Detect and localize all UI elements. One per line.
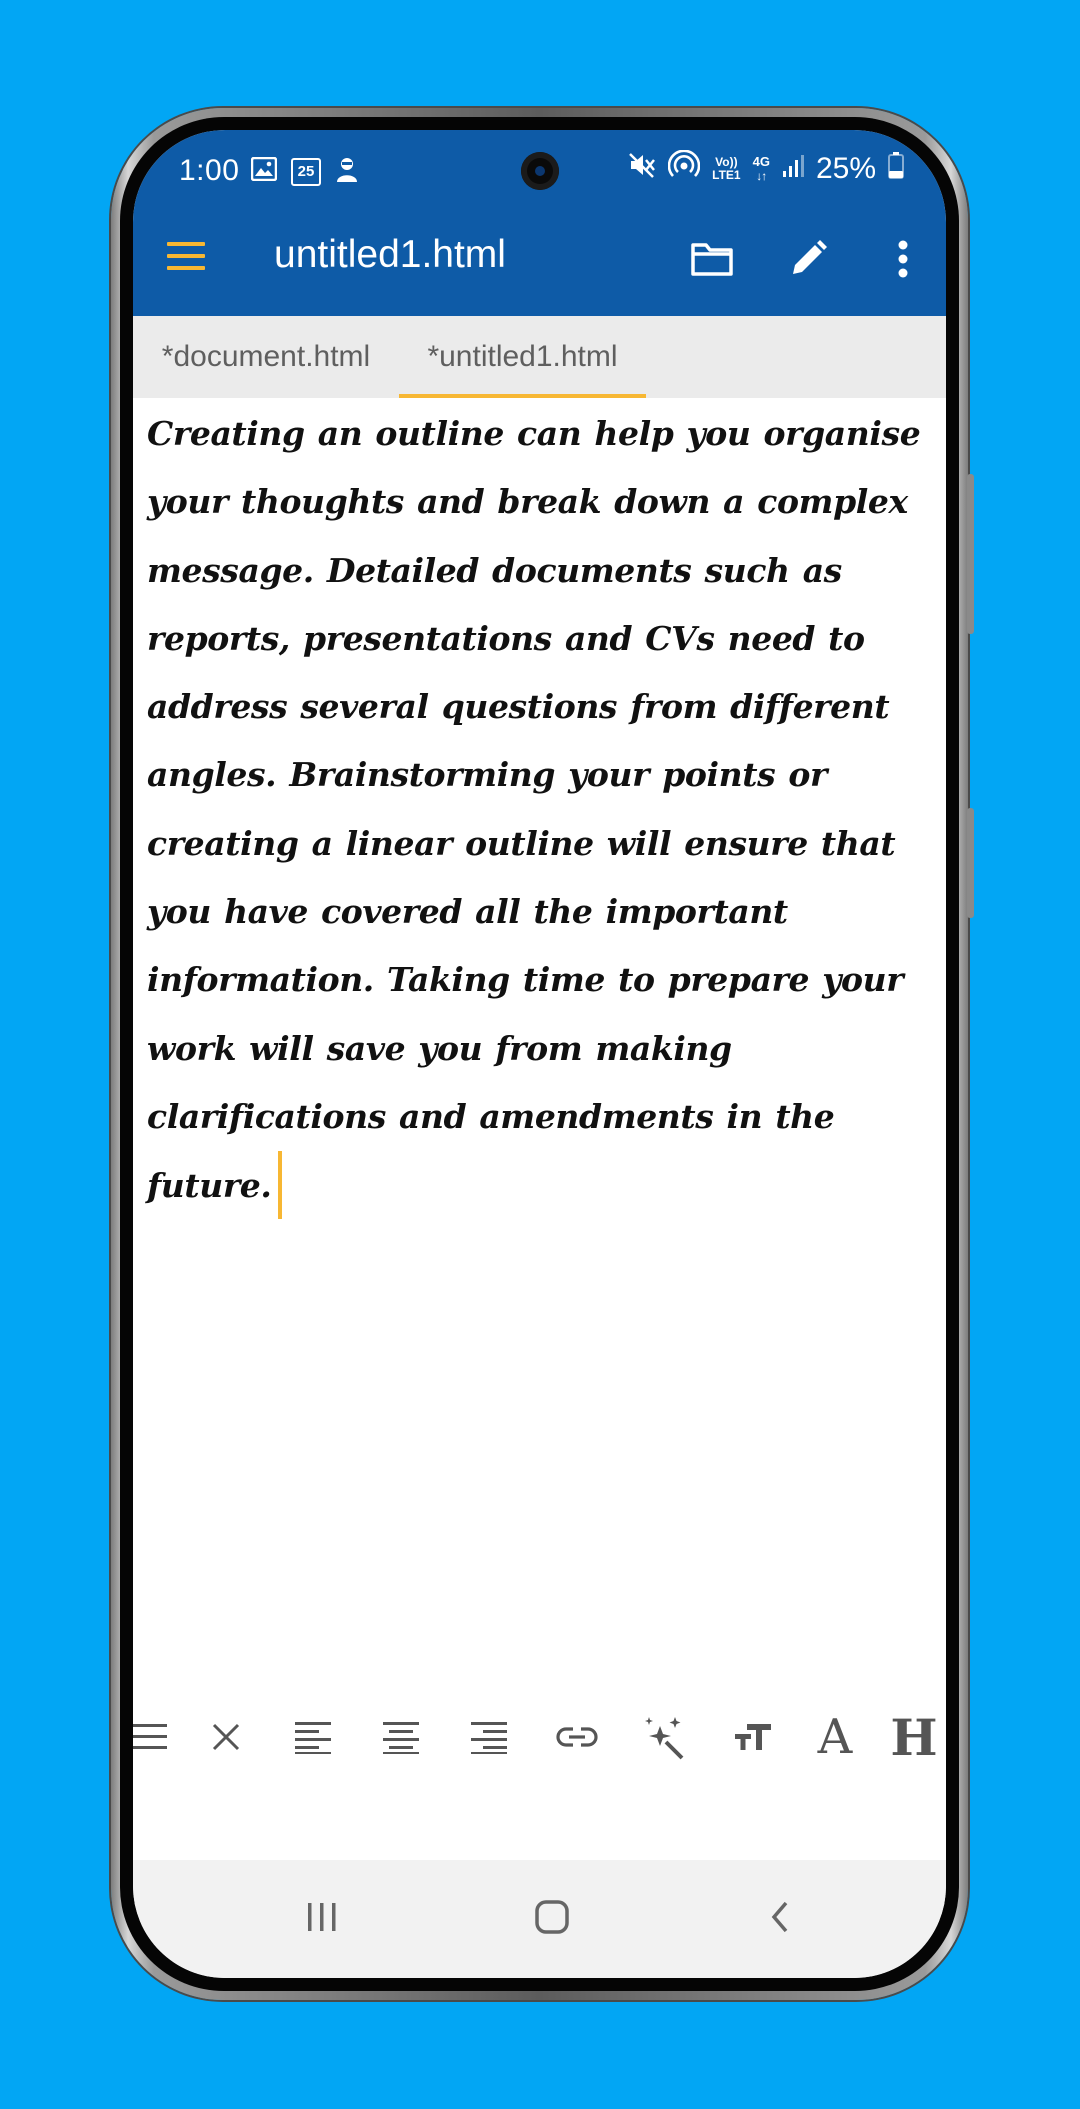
status-time: 1:00 bbox=[179, 154, 240, 187]
font-glyph: A bbox=[817, 1709, 853, 1765]
status-system-icons bbox=[628, 150, 904, 188]
calendar-icon bbox=[291, 158, 321, 186]
align-center-icon[interactable] bbox=[371, 1707, 431, 1767]
signal-icon bbox=[782, 152, 804, 186]
screen bbox=[133, 130, 946, 1978]
editor-content: Creating an outline can help you organise your thoughts and break down a complex message. Detailed documents such as reports, presentations and CVs need to address several questions from different angles. Brainstorming your points or creating a linear outline will ensure that you have covered all the important information. Taking time to prepare your work will save you from making clarifications and amendments in the future. bbox=[147, 414, 921, 1206]
volte-label-top: Vo)) bbox=[715, 155, 738, 169]
network-label: 4G bbox=[752, 154, 770, 169]
align-left-icon[interactable] bbox=[283, 1707, 343, 1767]
navigation-bar bbox=[133, 1860, 946, 1978]
editor-text-area[interactable] bbox=[147, 400, 931, 1206]
list-icon[interactable] bbox=[133, 1707, 181, 1767]
tab-untitled1-html[interactable] bbox=[399, 316, 646, 398]
file-tab-bar bbox=[133, 316, 946, 398]
recent-apps-icon[interactable] bbox=[287, 1882, 357, 1952]
status-notification-icons bbox=[251, 156, 359, 187]
battery-icon bbox=[888, 151, 904, 187]
hamburger-menu-icon[interactable] bbox=[167, 239, 205, 279]
image-icon bbox=[251, 157, 277, 186]
front-camera bbox=[521, 152, 559, 190]
heading-icon[interactable] bbox=[884, 1707, 944, 1767]
app-bar bbox=[133, 203, 946, 316]
more-vertical-icon[interactable] bbox=[875, 231, 931, 287]
heading-glyph: H bbox=[890, 1707, 938, 1767]
volte-label-bottom: LTE1 bbox=[712, 168, 741, 182]
back-icon[interactable] bbox=[745, 1882, 815, 1952]
app-title: untitled1.html bbox=[274, 233, 506, 276]
align-right-icon[interactable] bbox=[459, 1707, 519, 1767]
format-toolbar bbox=[133, 1693, 946, 1779]
text-cursor bbox=[278, 1151, 282, 1219]
tab-label: *untitled1.html bbox=[427, 340, 618, 373]
phone-frame bbox=[111, 108, 968, 2000]
edit-icon[interactable] bbox=[780, 231, 836, 287]
folder-icon[interactable] bbox=[684, 231, 740, 287]
side-button bbox=[967, 808, 974, 918]
home-icon[interactable] bbox=[517, 1882, 587, 1952]
status-bar bbox=[133, 130, 946, 203]
text-size-icon[interactable] bbox=[723, 1707, 783, 1767]
link-icon[interactable] bbox=[547, 1707, 607, 1767]
magic-icon[interactable] bbox=[635, 1707, 695, 1767]
mute-icon bbox=[628, 151, 656, 187]
tab-document-html[interactable] bbox=[133, 316, 399, 398]
hotspot-icon bbox=[668, 150, 700, 188]
side-button bbox=[967, 474, 974, 634]
battery-text: 25% bbox=[815, 152, 876, 185]
volte-icon bbox=[712, 156, 740, 182]
person-icon bbox=[335, 156, 359, 187]
clear-format-icon[interactable] bbox=[196, 1707, 256, 1767]
4g-icon: 4G ↓↑ bbox=[752, 154, 770, 183]
calendar-day: 25 bbox=[297, 163, 315, 180]
font-icon[interactable] bbox=[805, 1707, 865, 1767]
tab-label: *document.html bbox=[161, 340, 371, 373]
